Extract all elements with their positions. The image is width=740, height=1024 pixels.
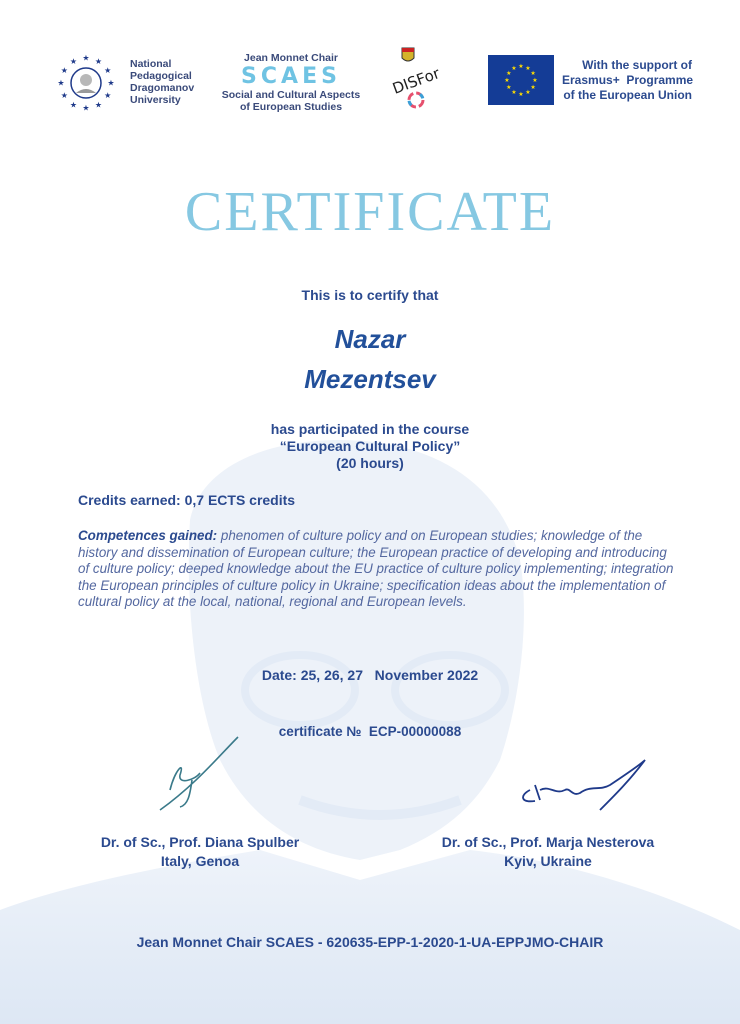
star-icon: ★ [525,90,531,97]
erasmus-line: Erasmus+ Programme [562,73,694,87]
scaes-acronym: SCAES [241,64,341,89]
course-hours: (20 hours) [336,455,404,471]
star-icon: ★ [104,66,112,76]
erasmus-support-text [562,58,692,103]
star-icon: ★ [506,85,512,91]
star-icon: ★ [69,100,78,110]
star-icon: ★ [511,65,517,72]
recipient-first-name: Nazar [334,324,406,354]
university-name-line: Dragomanov [130,82,195,94]
certificate-title: CERTIFICATE [184,181,556,243]
signatory-name: Dr. of Sc., Prof. Marja Nesterova [441,834,655,850]
star-icon: ★ [60,66,68,76]
star-icon: ★ [94,57,103,67]
erasmus-line: With the support of [582,58,692,72]
project-reference: Jean Monnet Chair SCAES - 620635-EPP-1-2020-1-UA-EPPJMO-CHAIR [136,934,604,950]
signatory-location: Italy, Genoa [160,853,240,869]
recipient-last-name: Mezentsev [304,364,436,394]
signatory-1 [70,833,330,871]
signatory-name: Dr. of Sc., Prof. Diana Spulber [100,834,300,850]
star-icon: ★ [518,92,524,98]
course-name: “European Cultural Policy” [279,438,461,454]
eu-flag-icon [488,55,554,105]
university-name [130,58,194,106]
certificate-number: certificate № ECP-00000088 [278,724,462,739]
star-icon: ★ [107,78,115,88]
star-icon: ★ [82,53,90,63]
university-name-line: University [130,94,181,106]
university-name-line: Pedagogical [130,70,192,82]
scaes-subtitle: Social and Cultural Aspects [221,89,361,101]
certify-intro: This is to certify that [301,287,439,303]
star-icon: ★ [57,78,65,88]
erasmus-line: of the European Union [563,88,692,102]
disfor-logo-icon [388,46,444,110]
course-date: Date: 25, 26, 27 November 2022 [261,667,479,683]
star-icon: ★ [82,103,90,113]
signatory-location: Kyiv, Ukraine [504,853,592,869]
signatory-2 [418,833,678,871]
star-icon: ★ [94,100,103,110]
star-icon: ★ [504,78,510,84]
star-icon: ★ [511,90,517,97]
credits-earned: Credits earned: 0,7 ECTS credits [78,492,296,508]
star-icon: ★ [518,64,524,70]
svg-text:DISFor: DISFor [390,64,443,98]
star-icon: ★ [530,71,536,77]
scaes-logo [218,52,364,113]
star-icon: ★ [506,71,512,77]
participation-text: has participated in the course [270,421,470,437]
university-name-line: National [130,58,172,70]
star-icon: ★ [104,91,112,101]
jean-monnet-chair-label: Jean Monnet Chair [244,52,338,64]
star-icon: ★ [69,57,78,67]
star-icon: ★ [532,78,538,84]
star-icon: ★ [530,85,536,91]
signature-spulber [150,735,245,815]
scaes-subtitle: of European Studies [239,101,343,113]
competences-label: Competences gained: [78,528,218,543]
star-icon: ★ [525,65,531,72]
competences-paragraph [78,528,678,611]
university-seal-icon [56,53,116,113]
course-info [0,421,740,472]
competences-text: phenomen of culture policy and on European studies; knowledge of the history and dissemination of European culture; the European practice of developing and introducing of culture policy; deeped knowledge about the EU practice of culture policy implementing; integration the European principles of culture policy in Ukraine; specification ideas about the implementation of cultural policy at the local, national, regional and European levels. [78,528,674,610]
star-icon: ★ [60,91,68,101]
signature-nesterova [510,755,650,815]
